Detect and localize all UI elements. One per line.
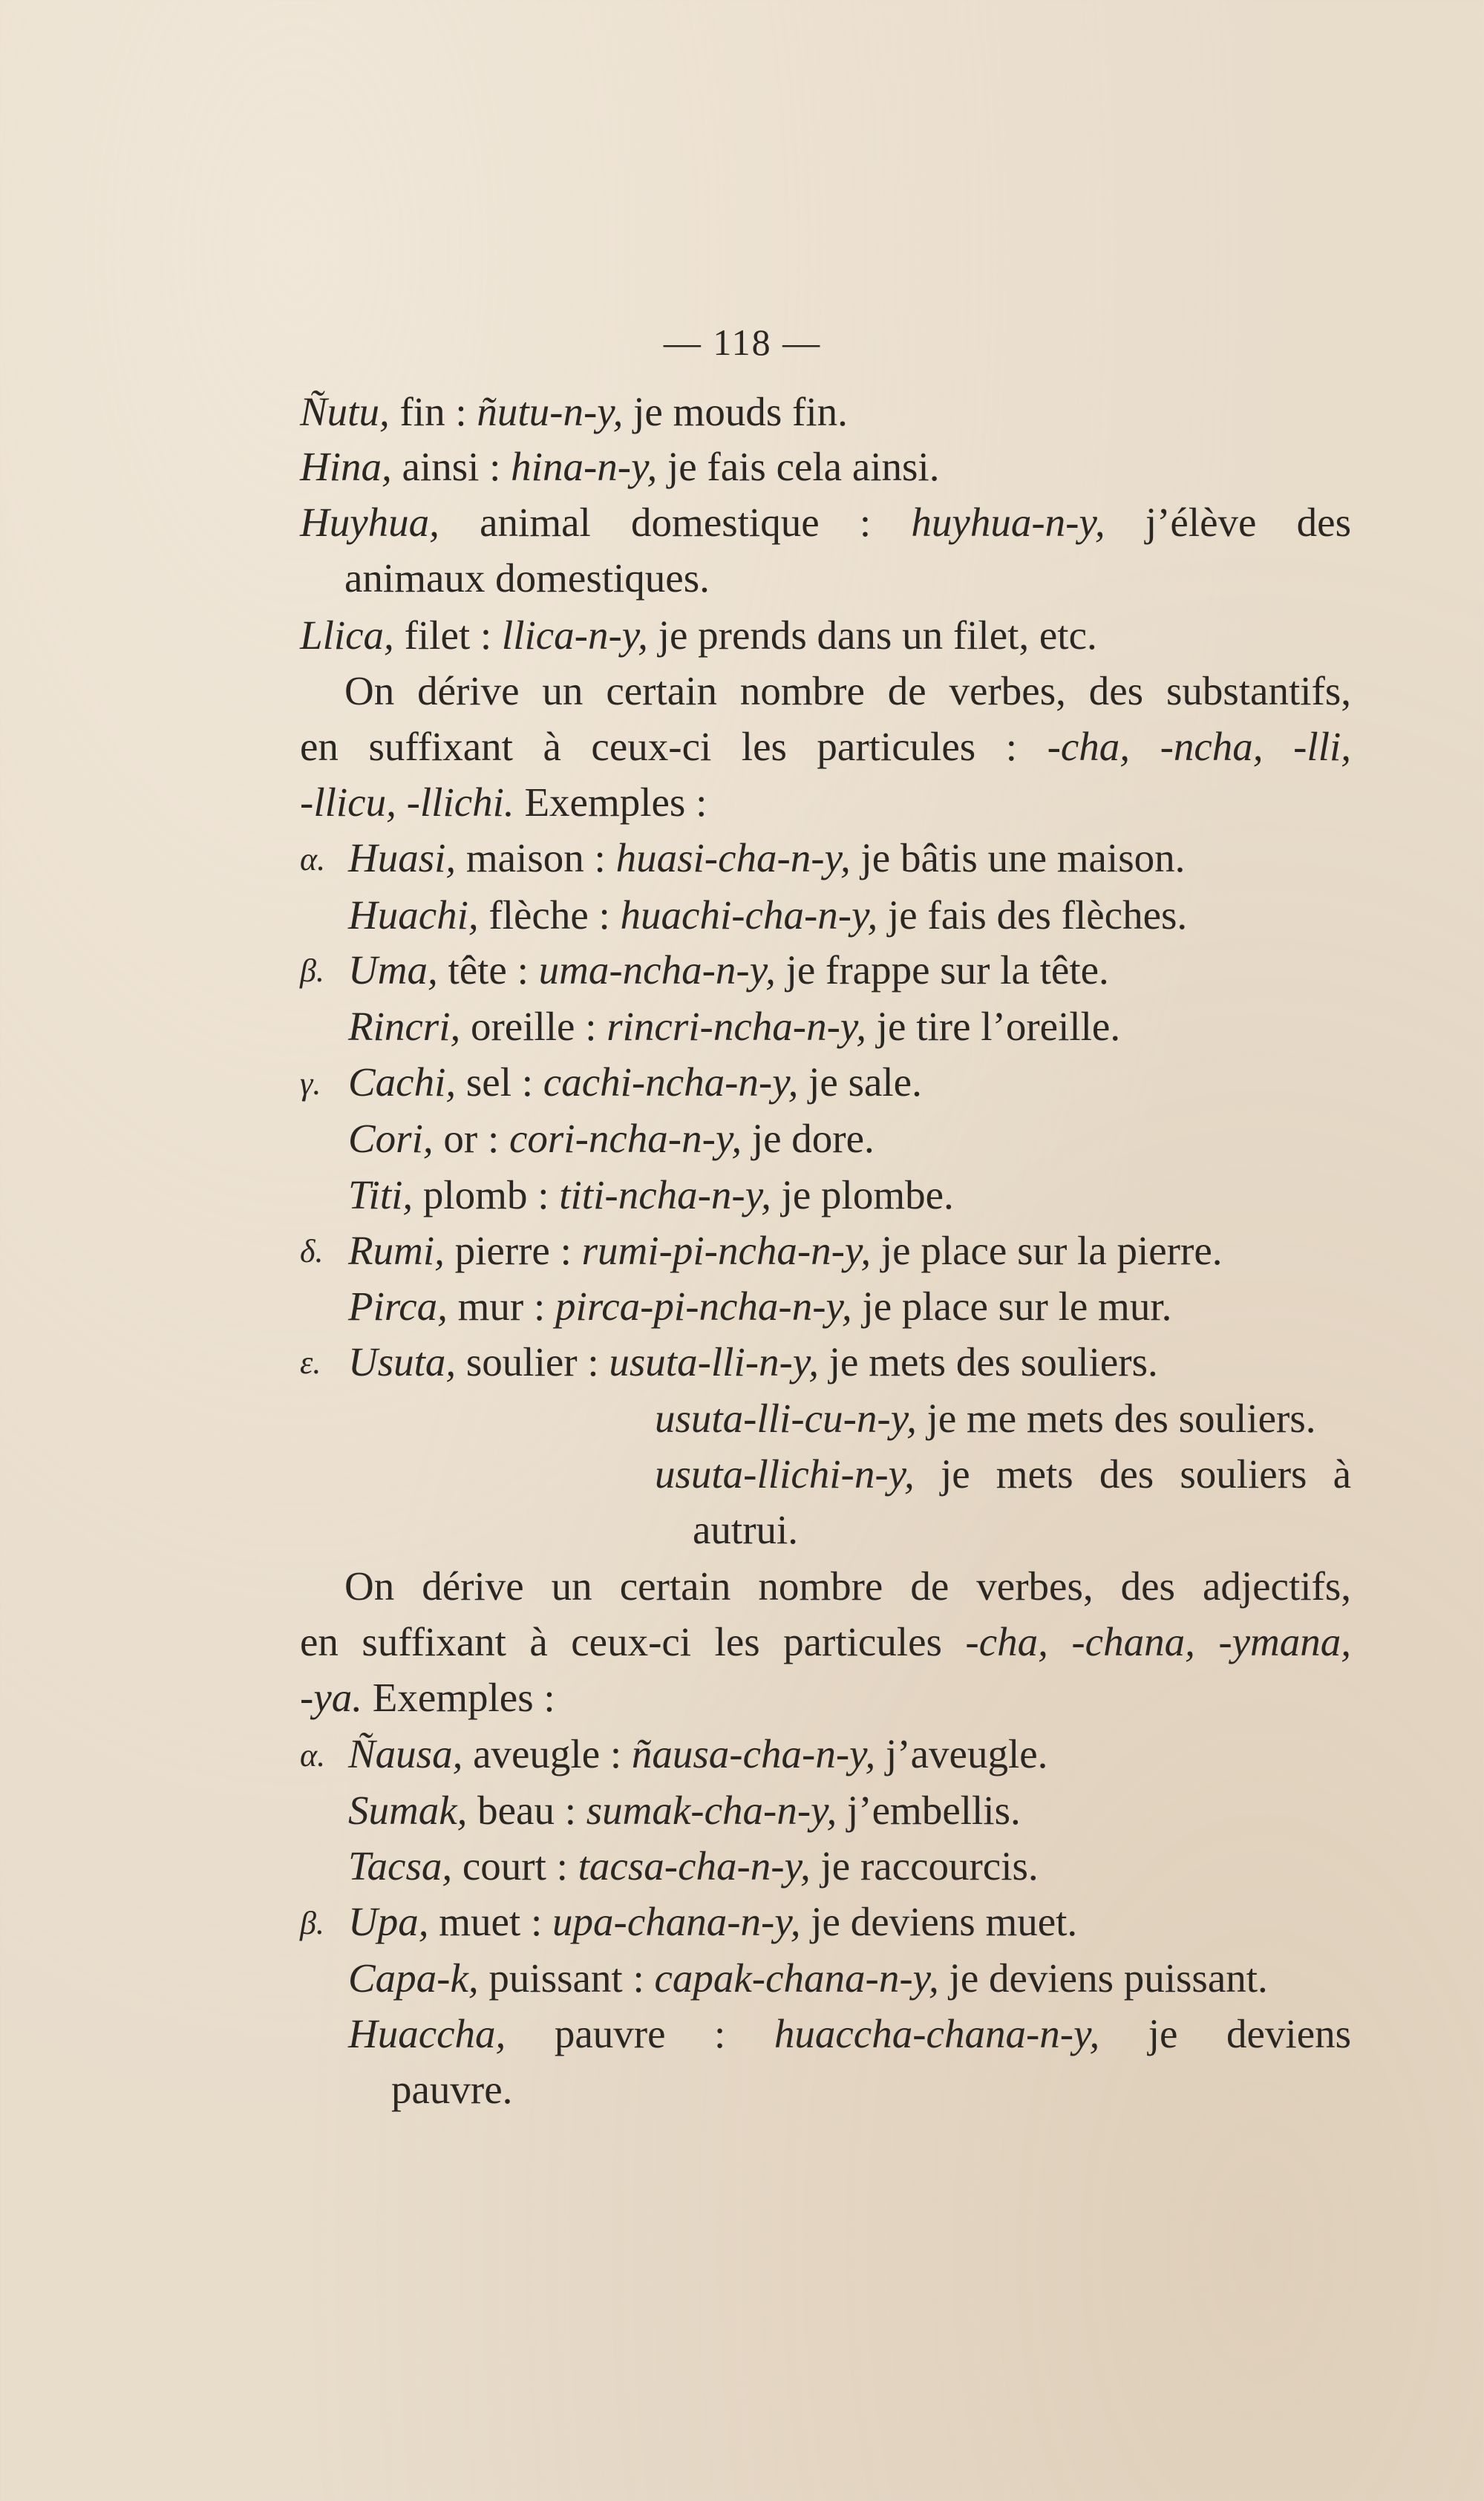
term: Pirca, (348, 1284, 448, 1329)
text-line (300, 609, 1097, 661)
text-line (300, 721, 1351, 773)
text-line (348, 1840, 1039, 1892)
translation: je mets des souliers. (819, 1339, 1158, 1384)
section-label: γ. (300, 1065, 321, 1102)
text-line (348, 2008, 1351, 2060)
translation: je sale. (798, 1059, 922, 1105)
gloss: puissant : (478, 1955, 655, 2001)
space (396, 779, 407, 825)
particle: -ymana, (1218, 1619, 1352, 1664)
text-line (391, 2064, 512, 2116)
derived-form: usuta-lli-n-y, (609, 1339, 819, 1384)
gloss: oreille : (460, 1004, 607, 1049)
term: Ñausa, (348, 1731, 463, 1776)
term: Hina, (300, 444, 392, 489)
translation: j’embellis. (837, 1788, 1021, 1833)
term: Titi, (348, 1172, 414, 1217)
gloss: maison : (456, 835, 616, 880)
gloss: fin : (389, 389, 477, 434)
text-line (348, 1336, 1158, 1388)
gloss: tête : (437, 947, 539, 993)
text-line (300, 1672, 555, 1724)
section-label: α. (300, 1737, 326, 1773)
derived-form: rincri-ncha-n-y, (607, 1004, 867, 1049)
derived-form: sumak-cha-n-y, (586, 1788, 837, 1833)
term: Upa, (348, 1899, 429, 1944)
particle: -ya. (300, 1675, 362, 1720)
translation: je deviens (1099, 2011, 1352, 2056)
text-line (348, 1281, 1171, 1333)
space (1048, 1619, 1071, 1664)
derived-form: ñutu-n-y, (477, 389, 624, 434)
translation: je dore. (742, 1116, 875, 1161)
derived-form: usuta-lli-cu-n-y, (655, 1396, 917, 1441)
gloss: pierre : (444, 1228, 582, 1273)
derived-form: llica-n-y, (501, 612, 648, 658)
derived-form: hina-n-y, (511, 444, 658, 489)
text-line (348, 944, 1109, 996)
text-line (693, 1504, 798, 1556)
paragraph-text: Exemples : (514, 779, 707, 825)
text-line (348, 1952, 1268, 2004)
derived-form: cachi-ncha-n-y, (543, 1059, 799, 1105)
derived-form: huyhua-n-y, (911, 500, 1105, 545)
translation: je tire l’oreille. (866, 1004, 1121, 1049)
translation: je me mets des souliers. (916, 1396, 1316, 1441)
gloss: soulier : (456, 1339, 609, 1384)
section-label: α. (300, 841, 326, 877)
gloss: aveugle : (462, 1731, 632, 1776)
derived-form: titi-ncha-n-y, (559, 1172, 771, 1217)
derived-form: huaccha-chana-n-y, (774, 2011, 1100, 2056)
derived-form: rumi-pi-ncha-n-y, (581, 1228, 872, 1273)
term: Sumak, (348, 1788, 468, 1833)
text-line (344, 552, 710, 604)
gloss: sel : (456, 1059, 543, 1105)
section-label: β. (300, 952, 324, 989)
particle: -llichi. (406, 779, 514, 825)
translation: je fais des flèches. (877, 892, 1188, 938)
section-label: ε. (300, 1344, 321, 1381)
paragraph-text: en suffixant à ceux-ci les particules : (300, 724, 1047, 769)
gloss: or : (433, 1116, 509, 1161)
translation: j’élève des (1105, 500, 1352, 545)
term: Rincri, (348, 1004, 461, 1049)
derived-form: ñausa-cha-n-y, (631, 1731, 876, 1776)
gloss: muet : (428, 1899, 552, 1944)
translation: je prends dans un filet, etc. (647, 612, 1097, 658)
text-line (344, 1560, 1351, 1612)
space (1130, 724, 1160, 769)
translation: je frappe sur la tête. (775, 947, 1109, 993)
section-label: β. (300, 1905, 324, 1941)
particle: -cha, (965, 1619, 1048, 1664)
text-line (300, 386, 848, 438)
translation: je plombe. (771, 1172, 954, 1217)
term: Huaccha, (348, 2011, 506, 2056)
derived-form: cori-ncha-n-y, (509, 1116, 742, 1161)
derived-form: huasi-cha-n-y, (615, 835, 851, 880)
particle: -llicu, (300, 779, 396, 825)
text-line (348, 1001, 1120, 1053)
gloss: court : (452, 1843, 578, 1889)
translation: je raccourcis. (810, 1843, 1039, 1889)
derived-form: uma-ncha-n-y, (538, 947, 776, 993)
paragraph-text: en suffixant à ceux-ci les particules (300, 1619, 966, 1664)
space (1264, 724, 1294, 769)
term: Cori, (348, 1116, 434, 1161)
term: Cachi, (348, 1059, 457, 1105)
paragraph-text: Exemples : (362, 1675, 555, 1720)
text-line (348, 889, 1187, 941)
text-line (348, 1225, 1222, 1277)
term: Uma, (348, 947, 438, 993)
text-line (348, 1169, 954, 1221)
term: Capa-k, (348, 1955, 479, 2001)
page-number: — 118 — (663, 321, 822, 363)
derived-form: capak-chana-n-y, (654, 1955, 939, 2001)
paragraph-text: On dérive un certain nombre de verbes, des adjectifs, (344, 1563, 1351, 1609)
gloss: mur : (447, 1284, 556, 1329)
gloss: plomb : (413, 1172, 560, 1217)
translation: je deviens puissant. (938, 1955, 1268, 2001)
gloss: beau : (467, 1788, 586, 1833)
derived-form: tacsa-cha-n-y, (578, 1843, 811, 1889)
text-line (348, 1728, 1047, 1780)
particle: -lli, (1293, 724, 1352, 769)
text-line (300, 441, 939, 493)
text-line (300, 777, 707, 828)
gloss: flèche : (478, 892, 621, 938)
gloss: ainsi : (391, 444, 511, 489)
translation: je place sur la pierre. (871, 1228, 1223, 1273)
term: Usuta, (348, 1339, 457, 1384)
translation: je place sur le mur. (851, 1284, 1172, 1329)
particle: -cha, (1047, 724, 1131, 769)
term: Huyhua, (300, 500, 439, 545)
text-line (348, 1056, 922, 1108)
translation: j’aveugle. (875, 1731, 1048, 1776)
derived-form: upa-chana-n-y, (552, 1899, 801, 1944)
space (1195, 1619, 1218, 1664)
text-line (300, 1616, 1351, 1668)
text-line (348, 832, 1185, 884)
derived-form: huachi-cha-n-y, (620, 892, 878, 938)
translation: je mets des souliers à (914, 1451, 1351, 1497)
text-line (655, 1448, 1351, 1500)
term: Llica, (300, 612, 394, 658)
gloss: filet : (393, 612, 502, 658)
paragraph-text: On dérive un certain nombre de verbes, des substantifs, (344, 668, 1351, 713)
term: Tacsa, (348, 1843, 453, 1889)
translation: je fais cela ainsi. (657, 444, 940, 489)
derived-form: pirca-pi-ncha-n-y, (555, 1284, 852, 1329)
text-line (348, 1785, 1021, 1837)
gloss: animal domestique : (439, 500, 912, 545)
term: Rumi, (348, 1228, 445, 1273)
section-label: δ. (300, 1233, 324, 1269)
term: Huachi, (348, 892, 479, 938)
translation: je mouds fin. (623, 389, 848, 434)
particle: -chana, (1071, 1619, 1195, 1664)
text-line (655, 1393, 1316, 1445)
gloss: pauvre : (506, 2011, 774, 2056)
particle: -ncha, (1160, 724, 1264, 769)
text-line (348, 1113, 875, 1165)
text-line (348, 1896, 1077, 1948)
text-line (344, 665, 1351, 717)
translation: je bâtis une maison. (850, 835, 1186, 880)
continuation: autrui. (693, 1507, 799, 1552)
term: Huasi, (348, 835, 457, 880)
term: Ñutu, (300, 389, 390, 434)
continuation: animaux domestiques. (344, 555, 710, 601)
continuation: pauvre. (391, 2067, 513, 2112)
translation: je deviens muet. (800, 1899, 1078, 1944)
derived-form: usuta-llichi-n-y, (655, 1451, 915, 1497)
text-line (300, 497, 1351, 549)
